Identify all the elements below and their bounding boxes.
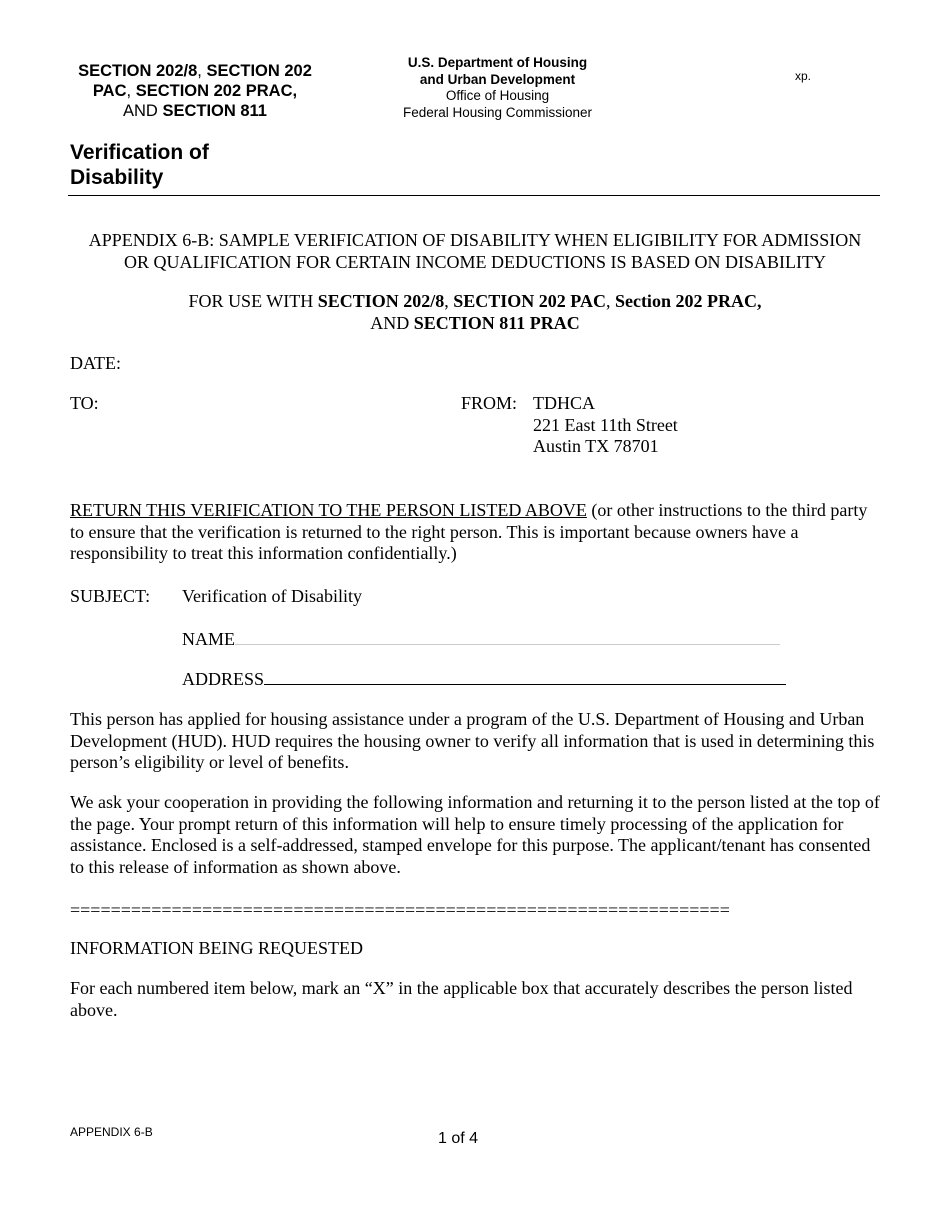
program-line-3: AND SECTION 811 — [123, 102, 267, 120]
from-address — [533, 393, 678, 458]
program-header — [70, 61, 320, 121]
from-label: FROM: — [461, 393, 518, 413]
expiry-text: xp. — [795, 69, 812, 83]
info-heading: INFORMATION BEING REQUESTED — [70, 938, 363, 958]
name-input-line[interactable] — [235, 630, 780, 645]
for-use-with — [60, 291, 890, 334]
date-label: DATE: — [70, 353, 121, 373]
return-notice — [70, 500, 882, 565]
subject-label: SUBJECT: — [70, 586, 151, 606]
address-input-line[interactable] — [264, 670, 786, 685]
appendix-heading — [60, 230, 890, 273]
agency-line-1: U.S. Department of Housing — [407, 55, 588, 70]
from-address-line-1: TDHCA — [533, 393, 595, 413]
info-instruction: For each numbered item below, mark an “X” in the applicable box that accurately describes the person listed above. — [70, 978, 853, 1020]
address-field — [182, 669, 786, 691]
for-use-with-line-1: FOR USE WITH SECTION 202/8, SECTION 202 PAC, Section 202 PRAC, — [188, 291, 762, 311]
header-divider — [68, 195, 880, 196]
name-label: NAME — [182, 629, 235, 649]
agency-header — [375, 55, 620, 121]
form-title-line-2: Disability — [70, 166, 164, 189]
program-line-1: SECTION 202/8, SECTION 202 — [78, 62, 312, 80]
appendix-heading-line-1: APPENDIX 6-B: SAMPLE VERIFICATION OF DISABILITY WHEN ELIGIBILITY FOR ADMISSION — [88, 230, 862, 250]
program-line-2: PAC, SECTION 202 PRAC, — [92, 82, 298, 100]
name-field — [182, 629, 780, 651]
return-notice-emphasis: RETURN THIS VERIFICATION TO THE PERSON LISTED ABOVE — [70, 500, 587, 520]
paragraph-applicant: This person has applied for housing assistance under a program of the U.S. Department of Housing and Urban Development (HUD). HUD requires the housing owner to verify all information that is used in determining this person’s eligibility or level of benefits. — [70, 709, 875, 772]
subject-value: Verification of Disability — [182, 586, 362, 606]
page-number: 1 of 4 — [437, 1130, 479, 1147]
from-address-line-3: Austin TX 78701 — [533, 436, 659, 456]
form-title — [70, 140, 290, 190]
for-use-with-line-2: AND SECTION 811 PRAC — [370, 312, 580, 333]
agency-line-3: Office of Housing — [445, 88, 550, 103]
form-title-line-1: Verification of — [70, 141, 209, 164]
appendix-heading-line-2: OR QUALIFICATION FOR CERTAIN INCOME DEDUCTIONS IS BASED ON DISABILITY — [124, 251, 826, 272]
from-address-line-2: 221 East 11th Street — [533, 414, 678, 435]
agency-line-4: Federal Housing Commissioner — [402, 104, 593, 120]
address-label: ADDRESS — [182, 669, 265, 689]
paragraph-cooperation: We ask your cooperation in providing the following information and returning it to the person listed at the top of the page. Your prompt return of this information will help to ensure timely processing of the application for assistance. Enclosed is a self-addressed, stamped envelope for this purpose. The applicant/tenant has consented to this release of information as shown above. — [70, 792, 880, 877]
section-separator: ================================================================= — [70, 900, 730, 920]
return-notice-text: (or other instructions to the third party to ensure that the verification is returned to the right person. This is important because owners have a responsibility to treat this information confidentially.) — [70, 500, 868, 563]
footer-appendix: APPENDIX 6-B — [70, 1125, 153, 1139]
agency-line-2: and Urban Development — [419, 71, 576, 87]
to-label: TO: — [70, 393, 99, 413]
